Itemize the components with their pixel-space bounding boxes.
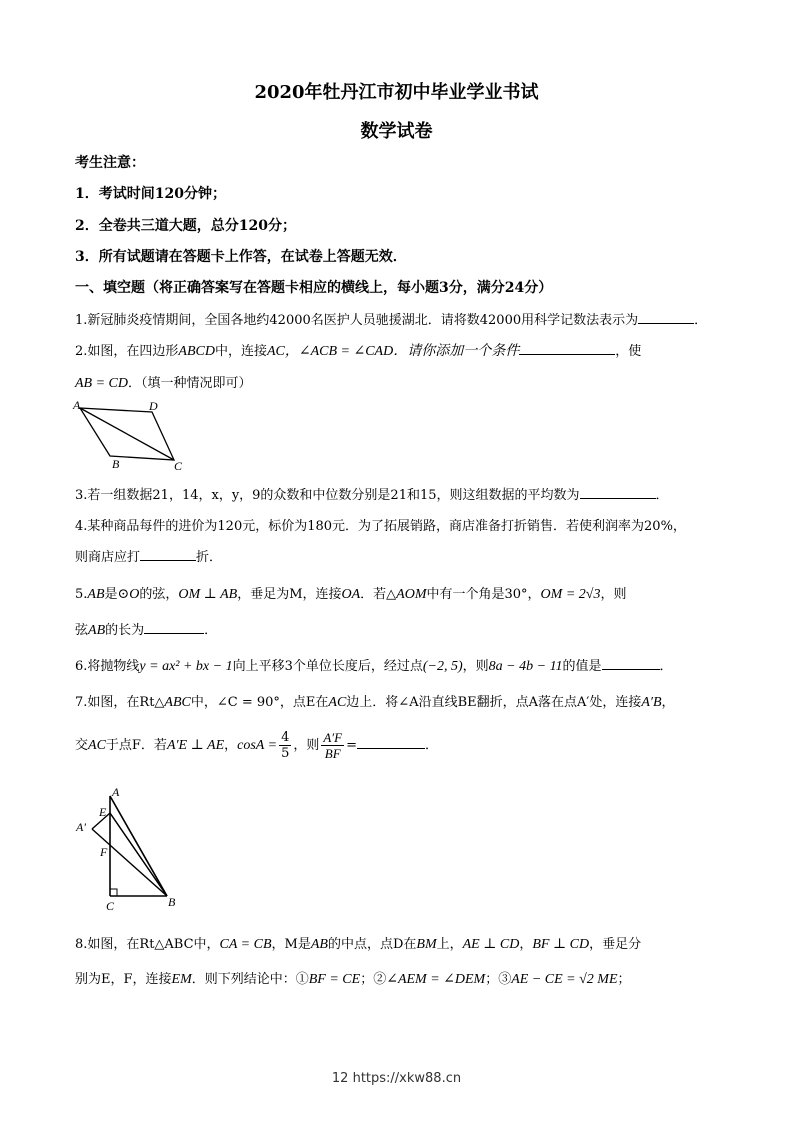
- q8-claim-1: BF = CE: [308, 972, 361, 987]
- exam-title: 2020年牡丹江市初中毕业学业书试: [254, 82, 539, 103]
- q7-l2-pre: 交: [75, 738, 89, 753]
- q7-ratio-fraction: [321, 730, 344, 761]
- q6-end: ．: [659, 659, 673, 674]
- q2-answer-blank: [519, 342, 615, 355]
- notice-item-2: 2．全卷共三道大题，总分120分；: [75, 218, 296, 234]
- q3-text: 3.若一组数据21，14，x，y，9的众数和中位数分别是21和15，则这组数据的平均数为: [75, 488, 580, 503]
- q5-ab: AB: [87, 587, 105, 602]
- q5-circle-o: ⊙O: [117, 587, 140, 602]
- q8-ae-perp: AE ⊥ CD: [462, 937, 520, 952]
- q6-pre: 6.将抛物线: [75, 659, 140, 674]
- fold-arc: [110, 796, 167, 896]
- q6-mid: 向上平移3个单位长度后，经过点: [232, 659, 423, 674]
- q7-cos-fraction: [279, 730, 291, 761]
- question-7: [75, 691, 675, 711]
- q5-t3: ，垂足为M，连接: [237, 587, 342, 602]
- q6-end-text: 的值是: [562, 659, 602, 674]
- page-footer: 12 https://xkw88.cn: [331, 1071, 462, 1086]
- q7-l2-t1: 于点F．若: [105, 738, 167, 753]
- question-8-line2: [75, 968, 631, 988]
- q5-oa: OA: [341, 587, 361, 602]
- label-a: A: [73, 398, 81, 412]
- q7-t1: 中，∠C = 90°，点E在: [190, 695, 329, 710]
- q8-bm: BM: [416, 937, 437, 952]
- label-a-prime: A′: [76, 820, 86, 834]
- q4-post: 折．: [196, 550, 223, 565]
- q7-l2-t3: ，则: [293, 738, 320, 753]
- q1-end: ．: [694, 313, 708, 328]
- question-4: 4.某种商品每件的进价为120元，标价为180元．为了拓展销路，商店准备打折销售．若使利润率为20%，: [75, 519, 686, 534]
- q8-ab: AB: [310, 937, 328, 952]
- question-8: [75, 933, 641, 953]
- section-heading: 一、填空题（将正确答案写在答题卡相应的横线上，每小题3分，满分24分）: [75, 280, 553, 296]
- q1-text: 1.新冠肺炎疫情期间，全国各地约42000名医护人员驰援湖北．请将数42000用科学记数法表示为: [75, 313, 639, 328]
- q2-mid: 中，连接: [214, 344, 267, 359]
- notice-heading: 考生注意：: [75, 155, 145, 171]
- question-2-line2: [75, 372, 252, 392]
- right-angle-mark: [110, 889, 117, 896]
- q5-t5: 中有一个角是30°，: [426, 587, 541, 602]
- label-d: D: [149, 399, 158, 413]
- q7-ratio-den: BF: [324, 746, 341, 761]
- label-c: C: [174, 459, 183, 473]
- q8-claim-2: ∠AEM = ∠DEM: [386, 972, 486, 987]
- q2-post: ，使: [615, 344, 642, 359]
- q7-ratio-num: A′F: [323, 730, 343, 745]
- question-4-line2: [75, 546, 222, 565]
- q8-bf-perp: BF ⊥ CD: [532, 937, 590, 952]
- label-e: E: [99, 805, 107, 819]
- q5-l2-ab: AB: [88, 623, 106, 638]
- q5-t6: ，则: [600, 587, 627, 602]
- q5-l2-post: 的长为: [105, 623, 145, 638]
- question-5: [75, 583, 626, 603]
- q5-l2-pre: 弦: [75, 623, 89, 638]
- q8-t1: ，M是: [271, 937, 311, 952]
- q5-end: ．: [204, 623, 218, 638]
- q5-t1: 是: [104, 587, 118, 602]
- q7-equals: =: [346, 738, 357, 753]
- q7-cos-num: 4: [281, 730, 290, 745]
- q5-t4: ．若△: [360, 587, 397, 602]
- q7-l2-ac: AC: [88, 738, 106, 753]
- q8-l2-t2: ；②: [360, 972, 387, 987]
- q7-answer-blank: [357, 736, 425, 749]
- q7-l2-t2: ，: [224, 738, 238, 753]
- q8-ca-cb: CA = CB: [219, 937, 272, 952]
- q2-pre: 2.如图，在四边形: [75, 344, 179, 359]
- q5-pre: 5.: [75, 587, 88, 602]
- q8-l2-t3: ；③: [485, 972, 512, 987]
- diagonal-ac: [80, 408, 174, 460]
- figure-fold-triangle: [70, 786, 185, 916]
- notice-item-1: 1．考试时间120分钟；: [75, 186, 226, 202]
- label-f: F: [100, 845, 108, 859]
- q7-perp: A′E ⊥ AE: [166, 738, 225, 753]
- question-2: [75, 340, 641, 360]
- q7-cos-den: 5: [281, 746, 290, 761]
- label-b: B: [112, 457, 120, 471]
- label-b: B: [168, 895, 176, 909]
- q6-post: ，则: [462, 659, 489, 674]
- q5-answer-blank: [144, 621, 204, 634]
- q8-l2-end: ；: [617, 972, 631, 987]
- q7-end: ．: [425, 738, 439, 753]
- question-3: [75, 484, 669, 503]
- question-1: [75, 309, 707, 328]
- q6-expression: 8a − 4b − 11: [488, 659, 563, 674]
- q2-ab-cd: AB = CD: [75, 376, 128, 391]
- question-5-line2: [75, 619, 217, 639]
- q5-om-value: OM = 2√3: [540, 587, 601, 602]
- q6-answer-blank: [602, 657, 660, 670]
- q8-claim-3: AE − CE = √2 ME: [511, 972, 618, 987]
- q3-answer-blank: [580, 486, 656, 499]
- q8-l2-t1: ．则下列结论中：①: [191, 972, 309, 987]
- q2-condition: ，∠ACB = ∠CAD．请你添加一个条件: [284, 344, 520, 359]
- q4-pre: 则商店应打: [75, 550, 141, 565]
- q1-answer-blank: [638, 311, 694, 324]
- label-c: C: [106, 899, 115, 913]
- segment-be: [110, 813, 167, 896]
- q7-pre: 7.如图，在Rt△: [75, 695, 165, 710]
- q7-apb: A′B: [641, 695, 662, 710]
- q8-t5: ，垂足分: [589, 937, 642, 952]
- q3-end: ．: [655, 488, 669, 503]
- q6-point: (−2, 5): [422, 659, 463, 674]
- q8-l2-pre: 别为E，F，连接: [75, 972, 172, 987]
- q8-t3: 上，: [436, 937, 463, 952]
- q7-t3: ，: [661, 695, 675, 710]
- segment-apb: [92, 829, 167, 896]
- q5-aom: AOM: [396, 587, 427, 602]
- q6-parabola: y = ax² + bx − 1: [139, 659, 233, 674]
- label-a: A: [112, 786, 120, 799]
- q7-cos-label: cosA =: [237, 738, 278, 753]
- exam-subtitle: 数学试卷: [360, 121, 433, 142]
- question-6: [75, 655, 673, 675]
- q2-note: ．（填一种情况即可）: [128, 376, 252, 391]
- q5-om-perp-ab: OM ⊥ AB: [178, 587, 238, 602]
- question-7-line2: [75, 730, 438, 761]
- q2-ac: AC: [266, 344, 285, 359]
- q5-t2: 的弦，: [139, 587, 179, 602]
- q4-answer-blank: [140, 548, 196, 561]
- q8-t2: 的中点，点D在: [327, 937, 417, 952]
- q7-abc: ABC: [164, 695, 191, 710]
- q7-t2: 边上．将∠A沿直线BE翻折，点A落在点A′处，连接: [346, 695, 642, 710]
- figure-quadrilateral: [70, 398, 200, 474]
- q8-t4: ，: [519, 937, 533, 952]
- q8-pre: 8.如图，在Rt△ABC中，: [75, 937, 220, 952]
- notice-item-3: 3．所有试题请在答题卡上作答，在试卷上答题无效．: [75, 249, 407, 265]
- q8-em: EM: [171, 972, 192, 987]
- q2-abcd: ABCD: [178, 344, 215, 359]
- q7-ac: AC: [328, 695, 347, 710]
